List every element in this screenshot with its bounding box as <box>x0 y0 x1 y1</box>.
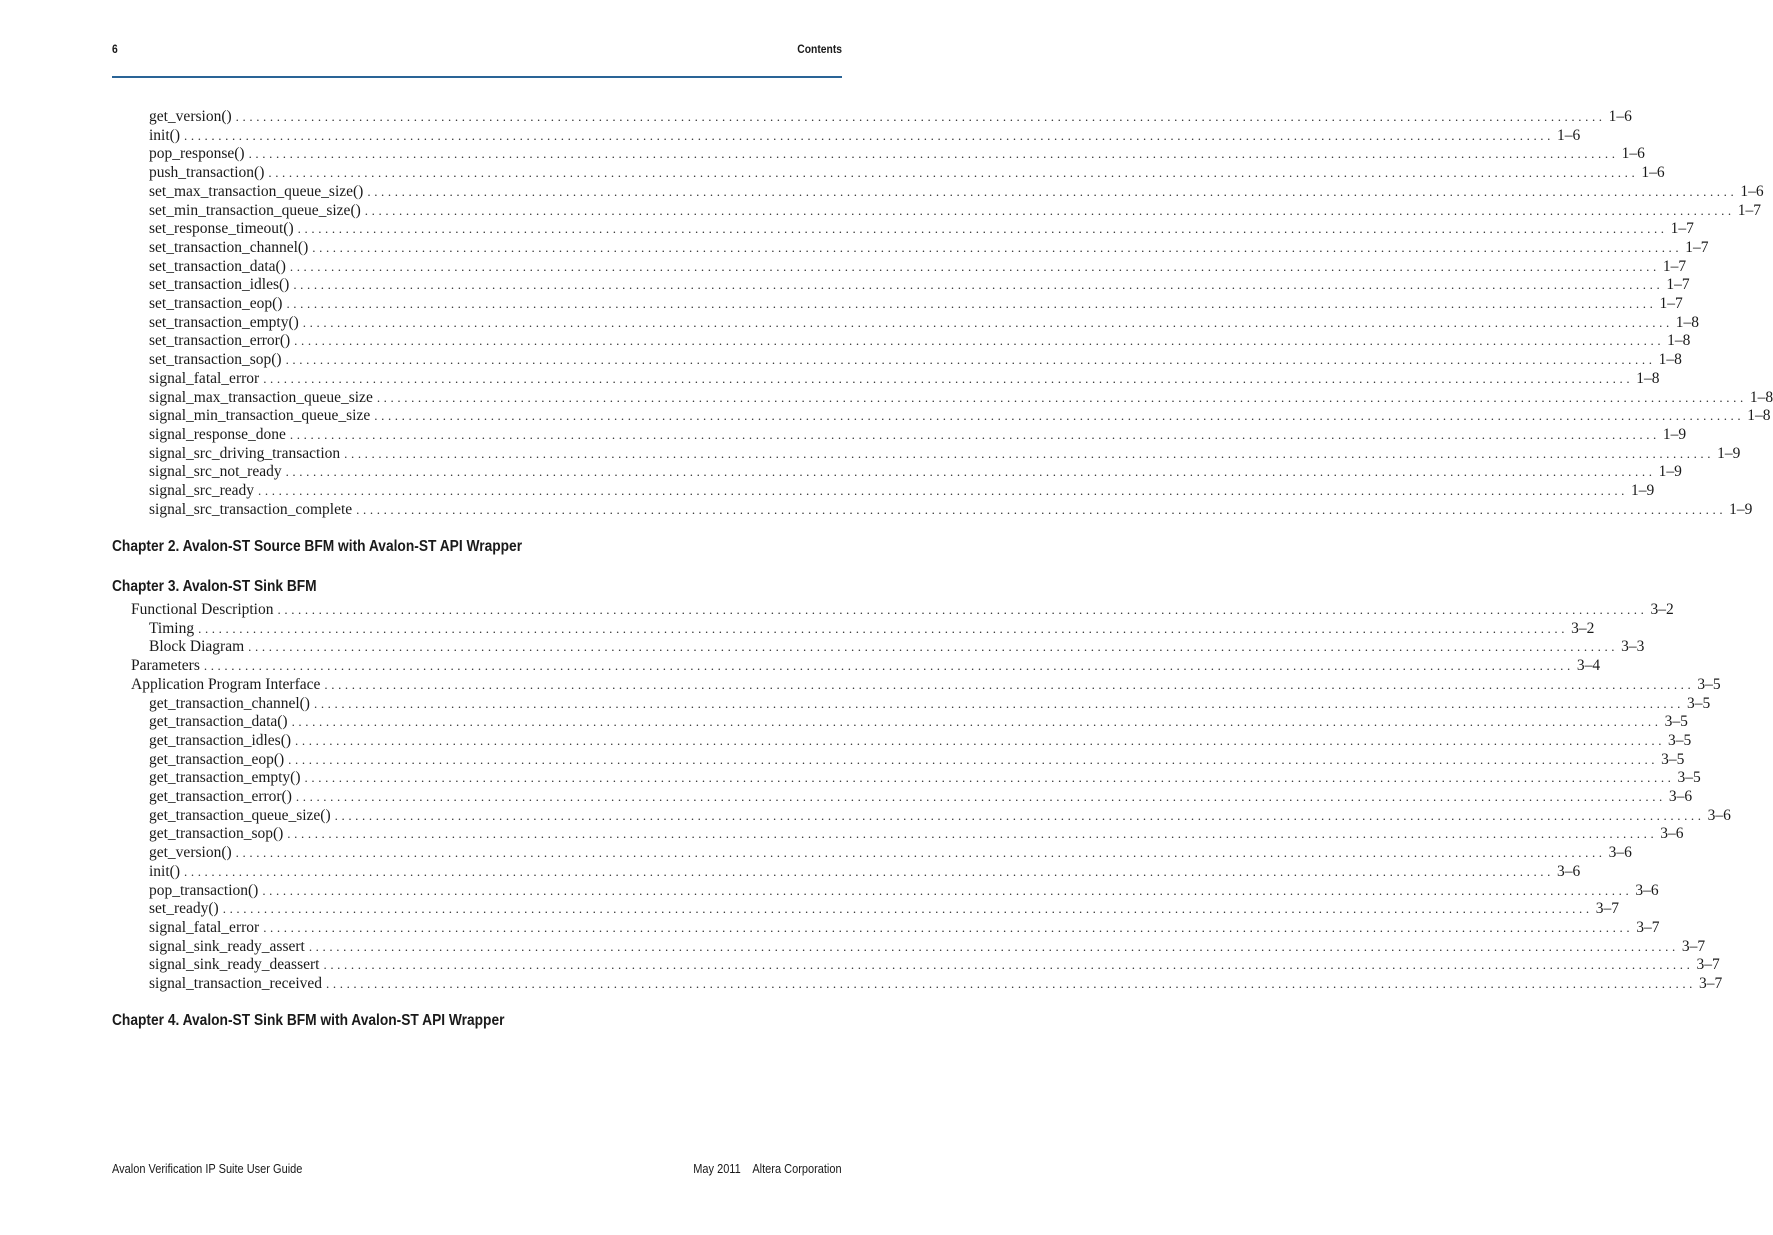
toc-entry-page: 1–7 <box>1660 258 1686 276</box>
toc-entry[interactable] <box>149 825 1684 843</box>
toc-entry-label: set_transaction_empty() <box>149 313 299 331</box>
page-number: 6 <box>112 42 118 56</box>
toc-entry-page: 1–7 <box>1668 220 1694 238</box>
toc-entry-label: signal_response_done <box>149 425 286 443</box>
toc-entry[interactable] <box>149 201 1762 220</box>
dot-leader: ........................................................................................................................................................................................................ <box>289 258 1660 274</box>
toc-entry-label: get_transaction_channel() <box>149 694 310 712</box>
toc-entry[interactable] <box>149 918 1660 937</box>
footer-guide-title: Avalon Verification IP Suite User Guide <box>112 1162 303 1176</box>
toc-entry-page: 1–8 <box>1656 351 1682 369</box>
toc-entry[interactable] <box>149 463 1682 481</box>
toc-entry-page: 1–6 <box>1737 183 1763 201</box>
toc-entry-label: signal_min_transaction_queue_size <box>149 407 371 425</box>
toc-entry[interactable] <box>131 601 1674 619</box>
toc-entry-page: 1–7 <box>1656 295 1682 313</box>
toc-entry-page: 3–5 <box>1665 732 1691 750</box>
toc-entry-label: signal_src_ready <box>149 482 255 499</box>
dot-leader: ........................................................................................................................................................................................................ <box>287 826 1658 842</box>
toc-entry[interactable] <box>149 351 1682 369</box>
toc-entry[interactable] <box>149 694 1711 713</box>
dot-leader: ........................................................................................................................................................................................................ <box>295 732 1666 748</box>
dot-leader: ........................................................................................................................................................................................................ <box>344 445 1715 461</box>
toc-entry[interactable] <box>149 182 1764 201</box>
toc-entry-label: get_transaction_queue_size() <box>149 806 331 824</box>
toc-entry[interactable] <box>149 164 1665 182</box>
toc-entry[interactable] <box>149 619 1595 638</box>
dot-leader: ........................................................................................................................................................................................................ <box>356 501 1727 517</box>
header-rule <box>112 76 842 78</box>
dot-leader: ........................................................................................................................................................................................................ <box>308 938 1679 954</box>
toc-entry-label: init() <box>149 126 180 144</box>
toc-entry[interactable] <box>149 900 1619 918</box>
toc-entry-page: 1–8 <box>1673 314 1699 332</box>
dot-leader: ........................................................................................................................................................................................................ <box>198 620 1569 636</box>
dot-leader: ........................................................................................................................................................................................................ <box>288 751 1659 767</box>
toc-entry-page: 3–6 <box>1606 844 1632 862</box>
toc-entry-page: 1–8 <box>1664 332 1690 350</box>
toc-entry[interactable] <box>149 407 1771 425</box>
dot-leader: ........................................................................................................................................................................................................ <box>285 352 1656 368</box>
toc-entry[interactable] <box>149 126 1581 145</box>
dot-leader: ........................................................................................................................................................................................................ <box>295 789 1666 804</box>
toc-entry[interactable] <box>149 238 1709 257</box>
toc-entry-label: get_transaction_sop() <box>149 825 284 843</box>
toc-entry-page: 3–5 <box>1684 695 1710 713</box>
toc-entry-page: 3–3 <box>1618 638 1644 656</box>
toc-entry-label: get_version() <box>149 108 232 125</box>
toc-entry-label: signal_sink_ready_deassert <box>149 956 320 974</box>
toc-entry-label: init() <box>149 862 180 880</box>
toc-entry-label: set_min_transaction_queue_size() <box>149 201 361 219</box>
dot-leader: ........................................................................................................................................................................................................ <box>326 976 1697 991</box>
dot-leader: ........................................................................................................................................................................................................ <box>222 901 1593 917</box>
toc-entry-label: set_transaction_channel() <box>149 238 309 256</box>
toc-entry-page: 3–5 <box>1675 769 1701 787</box>
toc-entry[interactable] <box>149 295 1683 313</box>
toc-entry-page: 1–6 <box>1638 164 1664 182</box>
toc-entry-page: 1–7 <box>1682 239 1708 257</box>
toc-entry-page: 3–5 <box>1694 676 1720 694</box>
toc-entry[interactable] <box>149 788 1693 806</box>
toc-entry[interactable] <box>131 657 1601 675</box>
toc-entry[interactable] <box>149 276 1690 294</box>
toc-entry-page: 1–7 <box>1663 276 1689 294</box>
toc-entry[interactable] <box>149 862 1581 881</box>
dot-leader: ........................................................................................................................................................................................................ <box>291 714 1662 730</box>
toc-entry-page: 1–9 <box>1656 463 1682 481</box>
dot-leader: ........................................................................................................................................................................................................ <box>324 676 1695 692</box>
toc-entry[interactable] <box>149 806 1731 825</box>
dot-leader: ........................................................................................................................................................................................................ <box>294 333 1665 349</box>
toc-entry-label: signal_transaction_received <box>149 975 323 992</box>
dot-leader: ........................................................................................................................................................................................................ <box>302 314 1673 330</box>
toc-entry-label: get_transaction_data() <box>149 713 288 731</box>
toc-entry-label: Application Program Interface <box>131 675 321 693</box>
dot-leader: ........................................................................................................................................................................................................ <box>313 695 1684 711</box>
toc-entry[interactable] <box>131 675 1721 694</box>
page-header <box>112 42 842 60</box>
dot-leader: ........................................................................................................................................................................................................ <box>367 183 1738 199</box>
toc-entry[interactable] <box>149 731 1692 750</box>
toc-entry-label: set_transaction_idles() <box>149 276 290 294</box>
dot-leader: ........................................................................................................................................................................................................ <box>203 658 1574 674</box>
dot-leader: ........................................................................................................................................................................................................ <box>248 146 1619 162</box>
toc-entry[interactable] <box>149 769 1701 787</box>
toc-entry-page: 3–7 <box>1693 956 1719 974</box>
toc-entry-label: signal_fatal_error <box>149 369 260 387</box>
toc-entry-label: set_transaction_eop() <box>149 295 283 312</box>
toc-entry-label: get_transaction_error() <box>149 788 292 805</box>
dot-leader: ........................................................................................................................................................................................................ <box>304 770 1675 786</box>
dot-leader: ........................................................................................................................................................................................................ <box>235 845 1606 861</box>
toc-entry-label: set_transaction_error() <box>149 332 291 350</box>
toc-entry-page: 1–6 <box>1619 145 1645 163</box>
dot-leader: ........................................................................................................................................................................................................ <box>262 882 1633 898</box>
toc-entry[interactable] <box>149 425 1687 444</box>
dot-leader: ........................................................................................................................................................................................................ <box>364 202 1735 218</box>
toc-entry-page: 3–6 <box>1554 863 1580 881</box>
toc-entry-label: Block Diagram <box>149 638 245 656</box>
toc-entry[interactable] <box>149 313 1700 332</box>
toc-entry-label: set_transaction_data() <box>149 257 286 275</box>
toc-entry[interactable] <box>149 956 1720 974</box>
toc-entry-label: set_max_transaction_queue_size() <box>149 182 364 200</box>
toc-entry[interactable] <box>149 108 1632 126</box>
toc-entry-page: 1–9 <box>1660 426 1686 444</box>
dot-leader: ........................................................................................................................................................................................................ <box>285 464 1656 480</box>
dot-leader: ........................................................................................................................................................................................................ <box>289 426 1660 442</box>
toc-entry-label: signal_sink_ready_assert <box>149 937 305 955</box>
toc-entry-page: 3–7 <box>1679 938 1705 956</box>
toc-entry-page: 3–4 <box>1574 657 1600 675</box>
toc-entry[interactable] <box>149 713 1688 731</box>
dot-leader: ........................................................................................................................................................................................................ <box>312 239 1683 255</box>
toc-entry-page: 3–7 <box>1593 900 1619 918</box>
toc-entry-page: 3–6 <box>1632 882 1658 900</box>
toc-entry[interactable] <box>149 638 1645 656</box>
toc-entry-label: pop_transaction() <box>149 881 259 899</box>
toc-entry-label: set_ready() <box>149 900 219 918</box>
section-title: Contents <box>797 42 842 56</box>
toc-entry[interactable] <box>149 444 1741 463</box>
toc-entry[interactable] <box>149 937 1706 956</box>
toc-entry-label: Functional Description <box>131 601 274 618</box>
toc-entry[interactable] <box>149 145 1645 163</box>
toc-entry-page: 1–8 <box>1744 407 1770 425</box>
toc-entry[interactable] <box>149 482 1655 500</box>
toc-entry[interactable] <box>149 369 1660 388</box>
toc-entry-page: 1–9 <box>1726 501 1752 519</box>
toc-entry-label: Parameters <box>131 657 200 675</box>
toc-entry-label: signal_src_not_ready <box>149 463 282 481</box>
toc-entry-label: signal_max_transaction_queue_size <box>149 388 373 406</box>
chapter-4-heading[interactable]: Chapter 4. Avalon-ST Sink BFM with Avalon-ST API Wrapper <box>112 1012 505 1029</box>
toc-entry[interactable] <box>149 220 1694 238</box>
toc-entry-label: signal_src_transaction_complete <box>149 500 353 518</box>
dot-leader: ........................................................................................................................................................................................................ <box>293 277 1664 293</box>
toc-entry[interactable] <box>149 500 1753 519</box>
toc-entry-page: 3–5 <box>1658 751 1684 769</box>
dot-leader: ........................................................................................................................................................................................................ <box>268 165 1639 181</box>
toc-entry-page: 3–5 <box>1662 713 1688 731</box>
toc-entry-label: Timing <box>149 619 195 637</box>
toc-entry-label: get_transaction_empty() <box>149 769 301 787</box>
dot-leader: ........................................................................................................................................................................................................ <box>323 957 1694 973</box>
dot-leader: ........................................................................................................................................................................................................ <box>263 370 1634 386</box>
toc-entry-page: 3–2 <box>1568 620 1594 638</box>
toc-entry-label: signal_src_driving_transaction <box>149 444 341 462</box>
dot-leader: ........................................................................................................................................................................................................ <box>248 639 1619 655</box>
toc-entry-label: set_transaction_sop() <box>149 351 282 369</box>
toc-entry-page: 1–7 <box>1735 202 1761 220</box>
toc-entry-page: 3–7 <box>1633 919 1659 937</box>
toc-entry[interactable] <box>149 750 1685 769</box>
toc-entry-page: 1–9 <box>1714 445 1740 463</box>
dot-leader: ........................................................................................................................................................................................................ <box>277 602 1648 617</box>
toc-entry-page: 3–7 <box>1696 975 1722 993</box>
footer-date-company: May 2011 Altera Corporation <box>693 1162 842 1176</box>
dot-leader: ........................................................................................................................................................................................................ <box>286 296 1657 311</box>
toc-entry-label: get_transaction_idles() <box>149 731 292 749</box>
toc-entry-label: get_version() <box>149 844 232 862</box>
dot-leader: ........................................................................................................................................................................................................ <box>258 483 1629 498</box>
dot-leader: ........................................................................................................................................................................................................ <box>374 408 1745 424</box>
toc-entry[interactable] <box>149 881 1659 900</box>
toc-entry-page: 3–6 <box>1666 788 1692 806</box>
toc-entry[interactable] <box>149 844 1632 862</box>
dot-leader: ........................................................................................................................................................................................................ <box>334 807 1705 823</box>
toc-entry-page: 1–8 <box>1747 389 1773 407</box>
dot-leader: ........................................................................................................................................................................................................ <box>235 109 1606 124</box>
toc-entry-page: 1–8 <box>1633 370 1659 388</box>
toc-entry-label: set_response_timeout() <box>149 220 294 238</box>
toc-entry-label: push_transaction() <box>149 164 265 182</box>
toc-entry[interactable] <box>149 388 1773 407</box>
dot-leader: ........................................................................................................................................................................................................ <box>184 863 1554 879</box>
toc-entry-label: get_transaction_eop() <box>149 750 285 768</box>
dot-leader: ........................................................................................................................................................................................................ <box>297 221 1668 237</box>
toc-entry-page: 3–2 <box>1648 601 1674 619</box>
toc-entry-page: 1–9 <box>1628 482 1654 500</box>
toc-entry-label: signal_fatal_error <box>149 918 260 936</box>
toc-entry-page: 1–6 <box>1554 127 1580 145</box>
chapter-3-heading[interactable]: Chapter 3. Avalon-ST Sink BFM <box>112 578 317 595</box>
dot-leader: ........................................................................................................................................................................................................ <box>376 389 1747 405</box>
chapter-2-heading[interactable]: Chapter 2. Avalon-ST Source BFM with Avalon-ST API Wrapper <box>112 538 523 555</box>
toc-entry[interactable] <box>149 975 1723 993</box>
dot-leader: ........................................................................................................................................................................................................ <box>263 919 1634 935</box>
toc-entry-label: pop_response() <box>149 145 245 163</box>
toc-entry[interactable] <box>149 332 1691 350</box>
toc-entry-page: 1–6 <box>1606 108 1632 126</box>
toc-entry-page: 3–6 <box>1657 825 1683 843</box>
dot-leader: ........................................................................................................................................................................................................ <box>184 127 1554 143</box>
toc-entry[interactable] <box>149 257 1687 276</box>
toc-entry-page: 3–6 <box>1705 807 1731 825</box>
